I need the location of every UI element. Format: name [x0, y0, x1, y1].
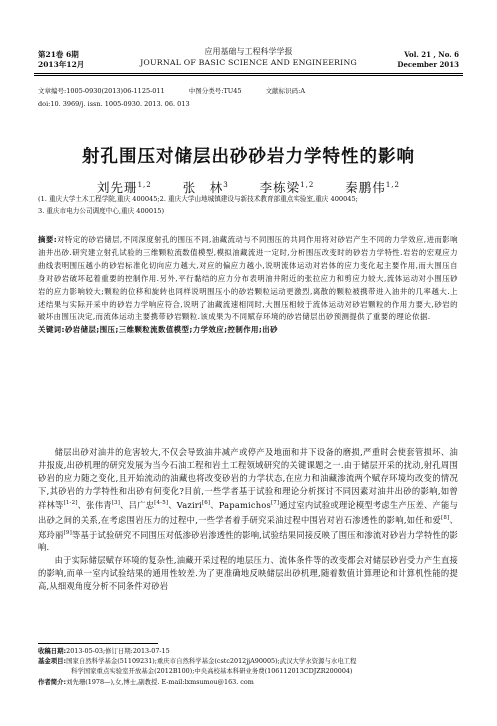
- article-meta: [38, 86, 327, 96]
- volume-info: [397, 50, 459, 70]
- citation[interactable]: [8]: [441, 514, 450, 521]
- citation[interactable]: [6]: [201, 500, 211, 507]
- footnote-rule: [38, 643, 158, 644]
- citation[interactable]: [3]: [111, 500, 121, 507]
- abstract: [38, 234, 458, 337]
- citation[interactable]: [7]: [270, 500, 280, 507]
- abstract-text: 对特定的砂岩储层,不同深度射孔的围压不同,油藏流动与不同围压的共同作用将对砂岩产生不同的力学效应,进而影响油井出砂.研究建立射孔试验的三维颗粒流数值模型,模拟油藏流进一定时,分析围压改变时的砂岩力学特性.岩岩的宏观应力曲线表明围压越小的砂岩标准化切向应力越大,对应的偏应力越小,说明流体运动对岩体的应力变化起主要作用,而大围压自身对砂岩破坏起着重要的控制作用.另外,平行黏结的应力分布表明油井附近的张拉应力和剪应力较大,流体运动对小围压砂岩的应力影响较大;颗粒的位移和旋转也同样说明围压小的砂岩颗粒运动更激烈,离散的颗粒被携带进入油井的几率越大.上述结果与实际开采中的砂岩力学响应符合,说明了油藏流速相同时,大围压相较于流体运动对砂岩颗粒的作用力要大,砂岩的破坏由围压决定,而流体运动主要携带砂岩颗粒.该成果为不同赋存环境的砂岩储层出砂预测提供了重要的理论依据.: [38, 235, 458, 322]
- volume-date: December 2013: [397, 60, 459, 69]
- journal-name-cn: 应用基础与工程科学学报: [204, 47, 293, 56]
- article-number: 文章编号:1005-0930(2013)06-1125-011: [38, 87, 165, 95]
- author-3: 李栋梁$^{1,2}$: [259, 180, 315, 195]
- paper-title: 射孔围压对储层出砂砂岩力学特性的影响: [82, 147, 415, 167]
- author-4: 秦鹏伟$^{1,2}$: [345, 180, 400, 195]
- fund-info: 基金项目:国家自然科学基金(51109231);重庆市自然科学基金(cstc2012jjA90005);武汉大学水资源与水电工程: [38, 657, 357, 666]
- received-date: 收稿日期:2013-05-03;修订日期:2013-07-15: [38, 647, 170, 655]
- paragraph-1: 储层出砂对油井的危害较大,不仅会导致油井减产或停产及地面和井下设备的磨损,严重时会使套管损坏、油井报废,出砂机理的研究发展为当今石油工程和岩土工程领域研究的关键课题之一.由于储层开采的扰动,射孔周围砂岩的应力随之变化,且开始流动的油藏也将改变砂岩的力学状态,在应力和油藏渗流两个赋存环境均改变的情况下,其砂岩的力学特性和出砂有何变化?目前,一些学者基于试验和理论分析探讨不同因素对油井出砂的影响,如曾祥林等[1-2]、张伟青[3]、吕广忠[4-5]、Vaziri[6]、Papamichos[7]通过室内试验或理论模型考虑生产压差、产能与出砂之间的关系,在考虑围岩压力的过程中,一些学者着手研究采油过程中围岩对岩石渗透性的影响,如任和爱[8]、郑玲丽[9]等基于试验研究不同围压对低渗砂岩渗透性的影响,试验结果同接反映了围压和渗流对砂岩力学特性的影响.: [38, 447, 459, 553]
- clc-number: 中图分类号:TU45: [188, 87, 242, 95]
- header-rule-top: [34, 73, 463, 74]
- issue-volume: 第21卷 6期: [38, 50, 79, 59]
- issue-info: [38, 50, 84, 70]
- journal-name: [120, 46, 377, 68]
- paragraph-2: 由于实际储层赋存环境的复杂性,油藏开采过程的地层压力、流体条件等的改变都会对储层砂岩受力产生直接的影响,而单一室内试验结果的通用性较差.为了更准确地反映储层出砂机理,随着数值计算理论和计算机性能的提高,从细观角度分析不同条件对砂岩: [38, 555, 458, 591]
- author-1: 刘先珊$^{1,2}$: [97, 180, 152, 195]
- citation[interactable]: [1-2]: [63, 500, 78, 507]
- keywords: 砂岩储层;围压;三维颗粒流数值模型;力学效应;控制作用;出砂: [64, 325, 278, 335]
- volume-number: Vol. 21 , No. 6: [404, 50, 459, 59]
- journal-name-en: JOURNAL OF BASIC SCIENCE AND ENGINEERING: [140, 58, 357, 67]
- citation[interactable]: [4-5]: [154, 500, 169, 507]
- header-rule-bottom: [34, 75, 463, 76]
- issue-date: 2013年12月: [38, 60, 85, 69]
- fund-info-continued: 科学国家重点实验室开放基金(2012B100);中央高校基本科研业务费(106112013CDJZR200004): [71, 667, 353, 676]
- doi: doi:10. 3969/j. issn. 1005-0930. 2013. 06. 013: [38, 100, 190, 108]
- affiliation-line-2: 3. 重庆市电力公司调度中心,重庆 400015): [38, 207, 165, 215]
- affiliation-line-1: (1. 重庆大学土木工程学院,重庆 400045;2. 重庆大学山地城镇建设与新技术教育部重点实验室,重庆 400045;: [38, 195, 358, 203]
- citation[interactable]: [9]: [63, 529, 72, 536]
- abstract-label: 摘要:: [38, 235, 58, 244]
- footnote: [38, 646, 463, 687]
- keywords-label: 关键词:: [38, 325, 65, 335]
- author-2: 张 林$^3$: [182, 180, 229, 195]
- author-bio: 作者简介:刘先珊(1978—),女,博士,副教授. E-mail:lxmsumou@163. com: [38, 677, 254, 686]
- body-text: [38, 446, 458, 593]
- document-code: 文献标识码:A: [265, 87, 306, 95]
